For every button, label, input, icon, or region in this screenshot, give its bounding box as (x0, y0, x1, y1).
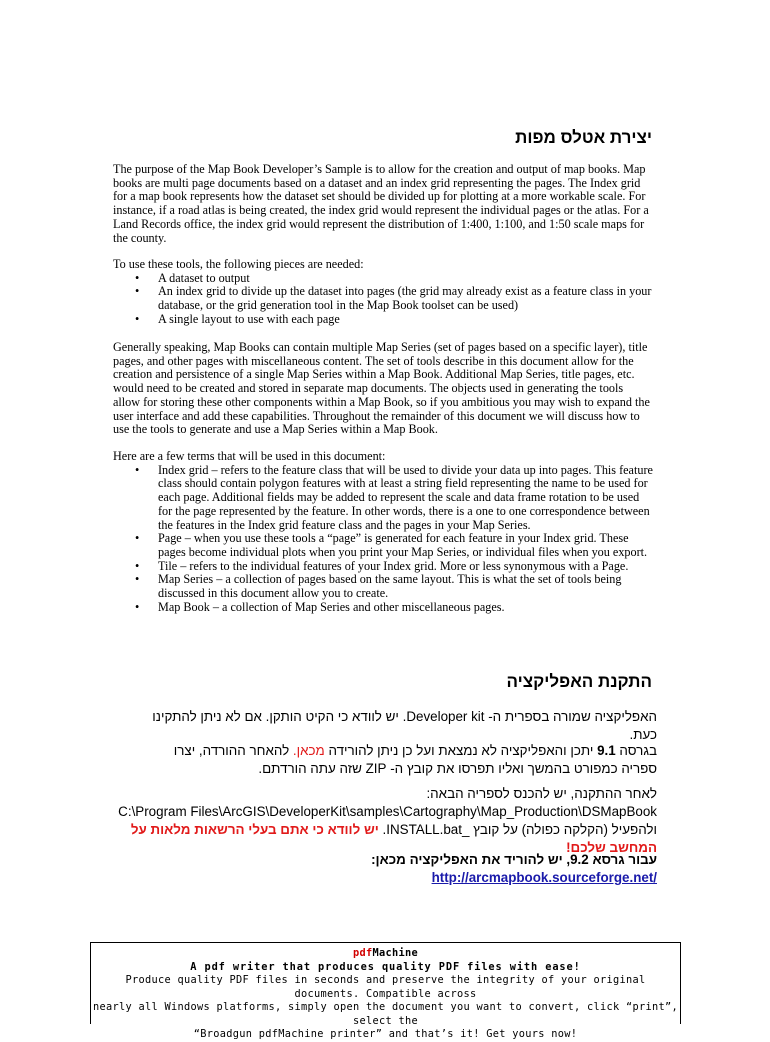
pdfmachine-footer (90, 942, 681, 1040)
bullet-icon: • (135, 558, 140, 573)
list-item (113, 560, 653, 574)
general-paragraph (113, 341, 653, 437)
text: עבור גרסא 9.2, יש להוריד את האפליקציה מכאן: (371, 852, 657, 867)
text: ולהפעיל (הקלקה כפולה) על קובץ (473, 822, 657, 837)
install-paragraph-2 (97, 742, 657, 778)
list-item-text: Map Series – a collection of pages based on the same layout. This is what the set of tools being discussed in this document allow you to create. (158, 572, 622, 601)
install-paragraph-5 (97, 851, 657, 887)
list-item-text: Tile – refers to the individual features of your Index grid. More or less synonymous with a Page. (158, 558, 629, 573)
list-item (113, 532, 653, 559)
terms-section (113, 450, 653, 614)
kit-name: Developer kit. (402, 709, 485, 724)
install-paragraph-1 (97, 708, 657, 744)
bullet-icon: • (135, 270, 140, 285)
tools-section (113, 258, 653, 327)
bullet-icon: • (135, 462, 140, 477)
version-number: 9.1 (597, 743, 616, 758)
list-item-text: An index grid to divide up the dataset into pages (the grid may already exist as a feature class in your database, or the grid generation tool in the Map Book toolset can be used) (158, 284, 652, 313)
list-item-text: A dataset to output (158, 270, 250, 285)
tools-list (113, 272, 653, 327)
intro-paragraph (113, 163, 653, 245)
list-item-text: Page – when you use these tools a “page” is generated for each feature in your Index grid. These pages become individual plots when you print your Map Series, or individual files when you export. (158, 531, 648, 559)
intro-text: The purpose of the Map Book Developer’s Sample is to allow for the creation and output of map books. Map books are multi page documents based on a dataset and an index grid representing the pages. The Index grid for a map book represents how the dataset set should be divided up for plotting at a more workable scale. For instance, if a road atlas is being created, the index grid would represent the individual pages or the atlas. For a Land Records office, the index grid would represent the distribution of 1:400, 1:100, and 1:50 scale maps for the county. (113, 162, 649, 245)
text: כעת. (629, 727, 657, 742)
list-item (113, 285, 653, 312)
footer-brand (91, 947, 680, 961)
zip-label: ZIP (365, 761, 387, 776)
warning-text: יש לוודא כי אתם בעלי הרשאות מלאות על (130, 822, 379, 837)
page-title: יצירת אטלס מפות (515, 128, 652, 147)
install-path: C:\Program Files\ArcGIS\DeveloperKit\samples\Cartography\Map_Production\DSMapBook (118, 804, 657, 819)
list-item (113, 313, 653, 327)
text: שזה עתה הורדתם. (258, 761, 362, 776)
footer-text: nearly all Windows platforms, simply open the document you want to convert, click “print”, select the (93, 1001, 678, 1027)
text: בגרסה (619, 743, 657, 758)
text: להאחר ההורדה, יצרו (173, 743, 290, 758)
list-item (113, 272, 653, 286)
brand-pdf: pdf (353, 947, 373, 959)
terms-intro: Here are a few terms that will be used in this document: (113, 449, 386, 463)
list-item (113, 464, 653, 533)
bullet-icon: • (135, 531, 140, 546)
bullet-icon: • (135, 284, 140, 299)
download-link[interactable]: מכאן. (292, 743, 325, 758)
bullet-icon: • (135, 311, 140, 326)
install-paragraph-3 (97, 785, 657, 821)
sourceforge-link[interactable]: http://arcmapbook.sourceforge.net/ (431, 870, 657, 885)
text: יתכן והאפליקציה לא נמצאת ועל כן ניתן להורידה (328, 743, 594, 758)
install-file: _INSTALL.bat. (382, 822, 470, 837)
bullet-icon: • (135, 599, 140, 614)
list-item-text: Index grid – refers to the feature class that will be used to divide your data up into pages. This feature class should contain polygon features with at least a string field representing the name to be used for each page. Additional fields may be added to represent the scale and data frame rotation to be used for the page represented by the feature. In other words, there is a one to one correspondence between the features in the Index grid feature class and the pages in your Map Series. (158, 462, 653, 532)
install-heading: התקנת האפליקציה (506, 672, 652, 691)
general-text: Generally speaking, Map Books can contain multiple Map Series (set of pages based on a specific layer), title pages, and other pages with miscellaneous content. The set of tools describe in this document allow for the creation and persistence of a single Map Series within a Map Book. Additional Map Series, title pages, etc. would need to be created and stored in separate map documents. The objects used in generating the tools allow for storing these other components within a Map Book, so if you ambitious you may wish to expand the user interface and add these capabilities. Throughout the remainder of this document we will discuss how to use the tools to generate and use a Map Series within a Map Book. (113, 340, 650, 437)
footer-tagline: A pdf writer that produces quality PDF files with ease! (190, 960, 581, 973)
tools-intro: To use these tools, the following pieces are needed: (113, 257, 364, 271)
footer-text: Produce quality PDF files in seconds and preserve the integrity of your original documents. Compatible across (125, 974, 646, 1000)
list-item (113, 601, 653, 615)
list-item-text: Map Book – a collection of Map Series and other miscellaneous pages. (158, 599, 505, 614)
text: יש לוודא כי הקיט הותקן. אם לא ניתן להתקינו (152, 709, 399, 724)
brand-machine: Machine (372, 947, 418, 959)
warning-text: המחשב שלכם! (566, 840, 657, 855)
text: לאחר ההתקנה, יש להכנס לספריה הבאה: (426, 786, 657, 801)
list-item-text: A single layout to use with each page (158, 311, 340, 326)
bullet-icon: • (135, 572, 140, 587)
list-item (113, 573, 653, 600)
footer-text: “Broadgun pdfMachine printer” and that’s it! Get yours now! (193, 1028, 578, 1040)
text: ספריה כמפורט בהמשך ואליו תפרסו את קובץ ה- (390, 761, 657, 776)
text: האפליקציה שמורה בספרית ה- (488, 709, 657, 724)
terms-list (113, 464, 653, 615)
